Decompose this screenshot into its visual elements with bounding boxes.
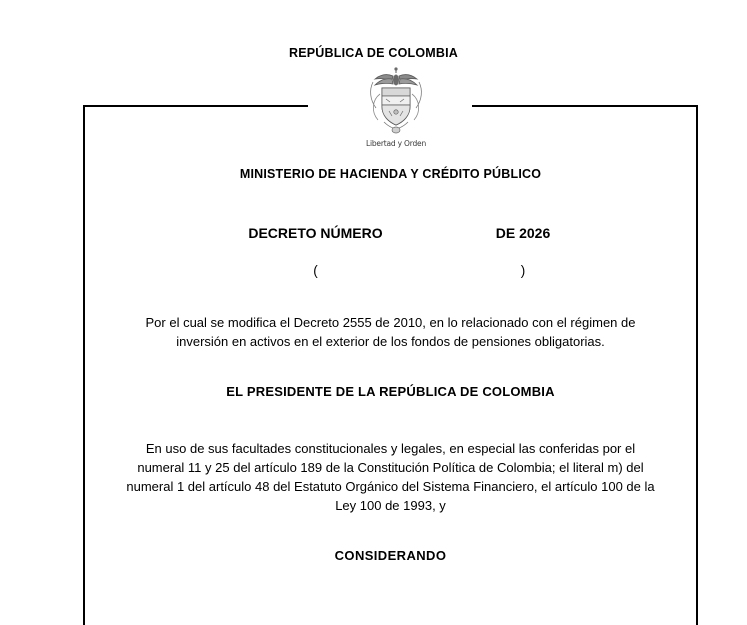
date-paren-open: ( [313,263,318,278]
legal-authority-paragraph: En uso de sus facultades constitucionales y legales, en especial las conferidas por el numeral 11 y 25 del artículo 189 de la Constitución Política de Colombia; el literal m) del numeral 1 del artículo 48 del Estatuto Orgánico del Sistema Financiero, el artículo 100 de la Ley 100 de 1993, y [126,441,655,513]
republic-header: REPÚBLICA DE COLOMBIA [288,46,458,60]
coat-of-arms [357,66,435,156]
date-paren-close: ) [520,263,526,278]
document-body [83,105,698,563]
decree-year-label: DE 2026 [495,225,551,241]
colombia-coat-of-arms-icon [360,66,432,138]
decree-number-label: DECRETO NÚMERO [248,225,383,241]
decree-date-placeholder-row [108,263,673,278]
coat-of-arms-motto: Libertad y Orden [365,139,426,148]
considerando-heading: CONSIDERANDO [334,548,447,563]
president-heading: EL PRESIDENTE DE LA REPÚBLICA DE COLOMBIA [226,384,555,399]
ministry-title: MINISTERIO DE HACIENDA Y CRÉDITO PÚBLICO [239,167,542,181]
decree-number-row [108,225,673,241]
decree-subject-paragraph: Por el cual se modifica el Decreto 2555 de 2010, en lo relacionado con el régimen de inversión en activos en el exterior de los fondos de pensiones obligatorias. [145,315,636,349]
